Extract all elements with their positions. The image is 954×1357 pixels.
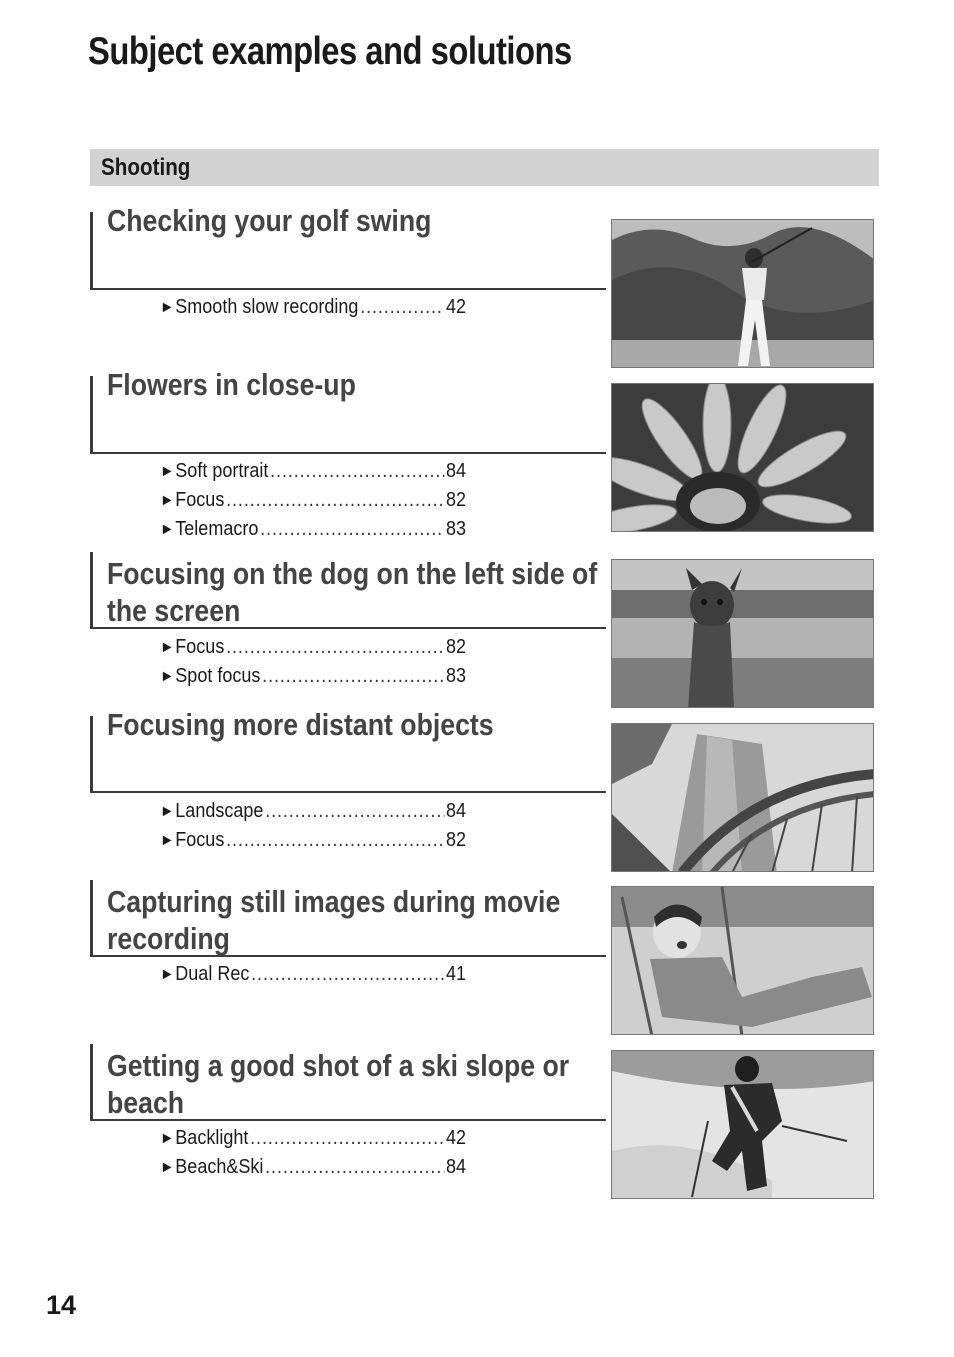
leader-dots <box>226 636 444 659</box>
triangle-bullet-icon: ► <box>160 802 175 820</box>
reference-page: 82 <box>445 489 466 511</box>
golfer-photo <box>611 219 874 368</box>
triangle-bullet-icon: ► <box>160 298 175 316</box>
reference-item[interactable] <box>160 457 466 486</box>
reference-page: 42 <box>445 296 466 318</box>
section-heading <box>90 552 606 629</box>
reference-page: 84 <box>445 1156 466 1178</box>
reference-item[interactable] <box>160 826 466 855</box>
category-label: Shooting <box>101 154 191 181</box>
section-heading <box>90 367 606 454</box>
page-number: 14 <box>46 1290 77 1320</box>
triangle-bullet-icon: ► <box>160 831 175 849</box>
triangle-bullet-icon: ► <box>160 965 175 983</box>
section-heading <box>90 1044 606 1121</box>
tower-photo <box>611 723 874 872</box>
dog-photo <box>611 559 874 708</box>
triangle-bullet-icon: ► <box>160 1158 175 1176</box>
reference-label: Spot focus <box>175 665 261 687</box>
reference-list <box>160 797 480 855</box>
reference-label: Telemacro <box>175 518 259 540</box>
reference-label: Soft portrait <box>175 460 269 482</box>
reference-list <box>160 1124 480 1182</box>
section-title: Capturing still images during movie recording <box>107 884 561 956</box>
leader-dots <box>270 460 444 483</box>
triangle-bullet-icon: ► <box>160 1129 175 1147</box>
reference-label: Dual Rec <box>175 963 250 985</box>
reference-item[interactable] <box>160 515 466 544</box>
reference-item[interactable] <box>160 293 466 322</box>
leader-dots <box>251 963 444 986</box>
triangle-bullet-icon: ► <box>160 638 175 656</box>
leader-dots <box>265 1156 444 1179</box>
leader-dots <box>360 296 444 319</box>
reference-page: 42 <box>445 1127 466 1149</box>
reference-label: Focus <box>175 636 225 658</box>
reference-item[interactable] <box>160 1124 466 1153</box>
reference-item[interactable] <box>160 797 466 826</box>
section-title: Focusing more distant objects <box>107 707 494 742</box>
reference-label: Smooth slow recording <box>175 296 359 318</box>
reference-list <box>160 293 480 322</box>
reference-label: Backlight <box>175 1127 249 1149</box>
reference-item[interactable] <box>160 486 466 515</box>
section-title: Focusing on the dog on the left side of the screen <box>107 556 598 628</box>
reference-page: 83 <box>445 665 466 687</box>
section-title: Getting a good shot of a ski slope or beach <box>107 1048 570 1120</box>
leader-dots <box>250 1127 444 1150</box>
triangle-bullet-icon: ► <box>160 667 175 685</box>
reference-label: Focus <box>175 829 225 851</box>
reference-label: Landscape <box>175 800 264 822</box>
leader-dots <box>260 518 444 541</box>
reference-page: 82 <box>445 636 466 658</box>
swing-child-photo <box>611 886 874 1035</box>
reference-item[interactable] <box>160 662 466 691</box>
reference-list <box>160 457 480 544</box>
section-heading <box>90 880 606 957</box>
reference-item[interactable] <box>160 633 466 662</box>
leader-dots <box>226 489 444 512</box>
skier-photo <box>611 1050 874 1199</box>
reference-page: 84 <box>445 800 466 822</box>
reference-page: 83 <box>445 518 466 540</box>
leader-dots <box>262 665 444 688</box>
reference-item[interactable] <box>160 960 466 989</box>
page-title: Subject examples and solutions <box>88 30 572 73</box>
section-heading <box>90 203 606 290</box>
reference-label: Focus <box>175 489 225 511</box>
triangle-bullet-icon: ► <box>160 520 175 538</box>
reference-list <box>160 633 480 691</box>
triangle-bullet-icon: ► <box>160 491 175 509</box>
reference-page: 82 <box>445 829 466 851</box>
reference-item[interactable] <box>160 1153 466 1182</box>
leader-dots <box>265 800 444 823</box>
reference-page: 84 <box>445 460 466 482</box>
section-title: Checking your golf swing <box>107 203 432 238</box>
flower-photo <box>611 383 874 532</box>
category-bar <box>90 149 879 186</box>
section-title: Flowers in close-up <box>107 367 356 402</box>
leader-dots <box>226 829 444 852</box>
reference-label: Beach&Ski <box>175 1156 264 1178</box>
section-heading <box>90 707 606 793</box>
triangle-bullet-icon: ► <box>160 462 175 480</box>
reference-page: 41 <box>445 963 466 985</box>
reference-list <box>160 960 480 989</box>
